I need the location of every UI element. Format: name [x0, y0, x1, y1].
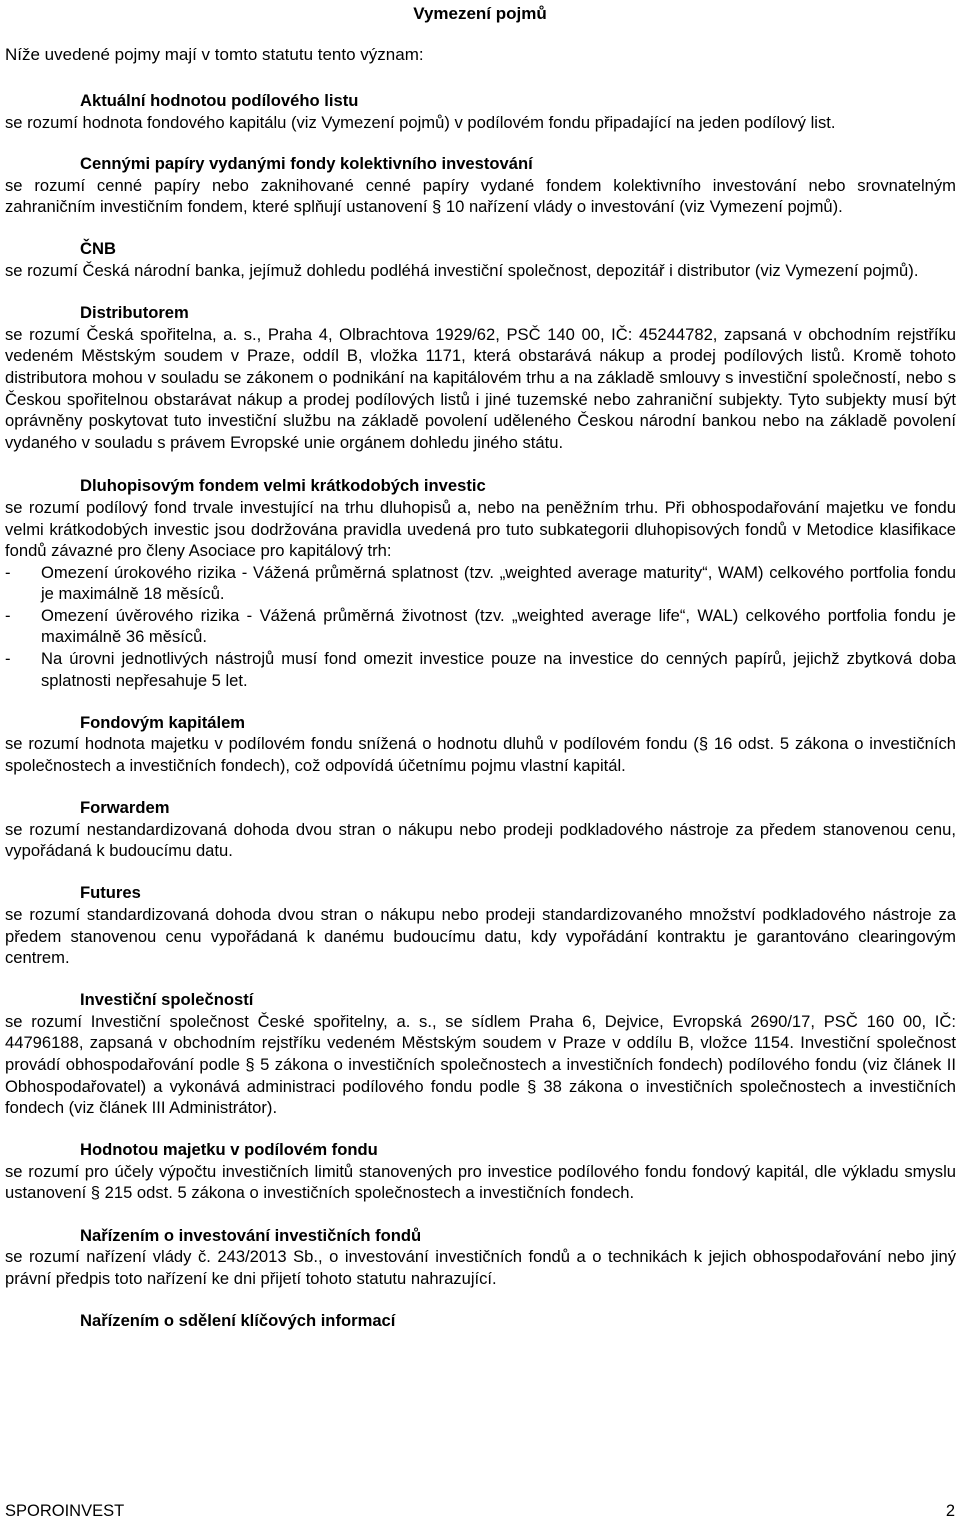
term-definition: se rozumí nestandardizovaná dohoda dvou stran o nákupu nebo prodeji podkladového nástroje za předem stanovenou cenu, vypořádaná k budoucímu datu.: [5, 819, 956, 861]
term-title: Cennými papíry vydanými fondy kolektivního investování: [80, 154, 533, 174]
term-definition: se rozumí hodnota fondového kapitálu (viz Vymezení pojmů) v podílovém fondu připadající na jeden podílový list.: [5, 112, 836, 132]
page-title: Vymezení pojmů: [413, 4, 547, 23]
term-definition: se rozumí Investiční společnost České spořitelny, a. s., se sídlem Praha 6, Dejvice, Evropská 2690/17, PSČ 160 00, IČ: 44796188, zapsaná v obchodním rejstříku vedeném Městským soudem v Praze v oddílu B, vložce 1154. Investiční společnost provádí obhospodařování podle § 5 zákona o investičních společnostech a investičních fondech) podílového fondu (viz článek II Obhospodařovatel) a vykonává administraci podílového fondu podle § 38 zákona o investičních společnostech a investičních fondech (viz článek III Administrátor).: [5, 1011, 956, 1118]
bullet-item: - Omezení úvěrového rizika - Vážená průměrná životnost (tzv. „weighted average life“, WAL) celkového portfolia fondu je maximálně 36 měsíců.: [5, 605, 956, 647]
dash-marker: -: [5, 649, 11, 669]
term-forward: [5, 797, 956, 862]
terms-list: [5, 90, 956, 1352]
term-narizeni-investovani: [5, 1225, 956, 1290]
footer-fund-name: SPOROINVEST: [5, 1502, 125, 1520]
term-title: Fondovým kapitálem: [80, 712, 246, 732]
term-investicni-spolecnost: [5, 989, 956, 1119]
term-definition: se rozumí standardizovaná dohoda dvou stran o nákupu nebo prodeji standardizovaného množství podkladového nástroje za předem stanovenou cenu vypořádaná k danému budoucímu datu, kdy vypořádání kontraktu je garantováno clearingovým centrem.: [5, 904, 956, 968]
term-definition: se rozumí Česká spořitelna, a. s., Praha 4, Olbrachtova 1929/62, PSČ 140 00, IČ: 45244782, zapsaná v obchodním rejstříku vedeném Městským soudem v Praze, oddíl B, vložka 1171, která obstarává nákup a prodej podílových listů. Kromě tohoto distributora mohou v souladu se zákonem o podnikání na kapitálovém trhu a na základě smlouvy s investiční společností, nebo s Českou spořitelnou obstarávat nákup a prodej podílových listů i jiné tuzemské nebo zahraniční subjekty. Tyto subjekty musí být oprávněny poskytovat tuto investiční službu na základě povolení uděleného Českou národní bankou nebo na základě povolení vydaného v souladu s právem Evropské unie orgánem dohledu jiného státu.: [5, 324, 956, 452]
term-title: Nařízením o sdělení klíčových informací: [80, 1310, 396, 1330]
term-title: Distributorem: [80, 303, 189, 323]
bullet-item: - Omezení úrokového rizika - Vážená průměrná splatnost (tzv. „weighted average maturity“, WAM) celkového portfolia fondu je maximálně 18 měsíců.: [5, 562, 956, 604]
term-aktualni-hodnota: [5, 90, 956, 133]
term-futures: [5, 882, 956, 968]
term-definition: se rozumí podílový fond trvale investující na trhu dluhopisů a, nebo na peněžním trhu. Při obhospodařování majetku ve fondu velmi krátkodobých investic jsou dodržována pravidla uvedená pro tuto subkategorii dluhopisových fondů v Metodice klasifikace fondů závazné pro členy Asociace pro kapitálový trh:: [5, 497, 956, 561]
term-dluhopisovy-fond: [5, 475, 956, 691]
term-title: ČNB: [80, 239, 116, 259]
dash-marker: -: [5, 605, 11, 625]
term-title: Hodnotou majetku v podílovém fondu: [80, 1140, 378, 1160]
dash-marker: -: [5, 562, 11, 582]
term-hodnota-majetku: [5, 1139, 956, 1204]
term-bullets: [5, 562, 956, 692]
term-definition: se rozumí hodnota majetku v podílovém fondu snížená o hodnotu dluhů v podílovém fondu (§ 16 odst. 5 zákona o investičních společnostech a investičních fondech), což odpovídá účetnímu pojmu vlastní kapitál.: [5, 734, 956, 775]
term-cenne-papiry: [5, 153, 956, 218]
term-title: Nařízením o investování investičních fondů: [80, 1225, 422, 1245]
footer-page-number: 2: [945, 1502, 955, 1520]
term-cnb: [5, 238, 956, 281]
term-fondovy-kapital: [5, 712, 956, 777]
term-title: Investiční společností: [80, 990, 254, 1010]
term-definition: se rozumí cenné papíry nebo zaknihované cenné papíry vydané fondem kolektivního investování nebo srovnatelným zahraničním investičním fondem, které splňují ustanovení § 10 nařízení vlády o investování (viz Vymezení pojmů).: [5, 175, 956, 217]
intro-text: Níže uvedené pojmy mají v tomto statutu tento význam:: [5, 45, 424, 64]
term-distributor: [5, 302, 956, 453]
term-title: Forwardem: [80, 798, 170, 818]
term-title: Futures: [80, 883, 141, 903]
bullet-item: - Na úrovni jednotlivých nástrojů musí fond omezit investice pouze na investice do cenných papírů, jejichž zbytková doba splatnosti nepřesahuje 5 let.: [5, 649, 956, 690]
term-narizeni-sdeleni: [5, 1310, 956, 1332]
term-title: Aktuální hodnotou podílového listu: [80, 91, 359, 110]
term-definition: se rozumí pro účely výpočtu investičních limitů stanovených pro investice podílového fondu fondový kapitál, dle výkladu smyslu ustanovení § 215 odst. 5 zákona o investičních společnostech a investičních fondech.: [5, 1161, 956, 1203]
term-definition: se rozumí Česká národní banka, jejímuž dohledu podléhá investiční společnost, depozitář i distributor (viz Vymezení pojmů).: [5, 261, 919, 281]
term-definition: se rozumí nařízení vlády č. 243/2013 Sb., o investování investičních fondů a o technikách k jejich obhospodařování nebo jiný právní předpis toto nařízení ke dni přijetí tohoto statutu nahrazující.: [5, 1247, 956, 1288]
term-title: Dluhopisovým fondem velmi krátkodobých investic: [80, 476, 486, 496]
